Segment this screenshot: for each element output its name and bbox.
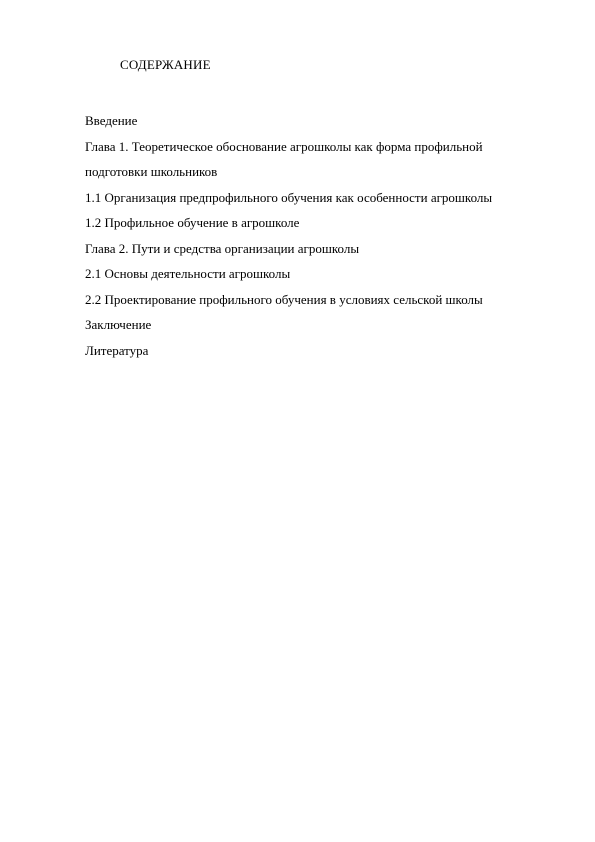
page-title: СОДЕРЖАНИЕ	[120, 57, 211, 72]
toc-item-section-2-1: 2.1 Основы деятельности агрошколы	[85, 266, 291, 281]
toc-item-section-2-2: 2.2 Проектирование профильного обучения в условиях сельской школы	[85, 291, 483, 307]
table-of-contents	[85, 108, 525, 363]
toc-item-introduction: Введение	[85, 113, 138, 128]
toc-item-literature: Литература	[85, 342, 149, 358]
toc-item-chapter-1: Глава 1. Теоретическое обоснование агрошколы как форма профильной подготовки школьников	[85, 138, 483, 179]
toc-item-section-1-1: 1.1 Организация предпрофильного обучения как особенности агрошколы	[85, 189, 493, 205]
toc-item-conclusion: Заключение	[85, 317, 152, 332]
toc-item-chapter-2: Глава 2. Пути и средства организации агрошколы	[85, 240, 360, 256]
toc-item-section-1-2: 1.2 Профильное обучение в агрошколе	[85, 215, 300, 230]
